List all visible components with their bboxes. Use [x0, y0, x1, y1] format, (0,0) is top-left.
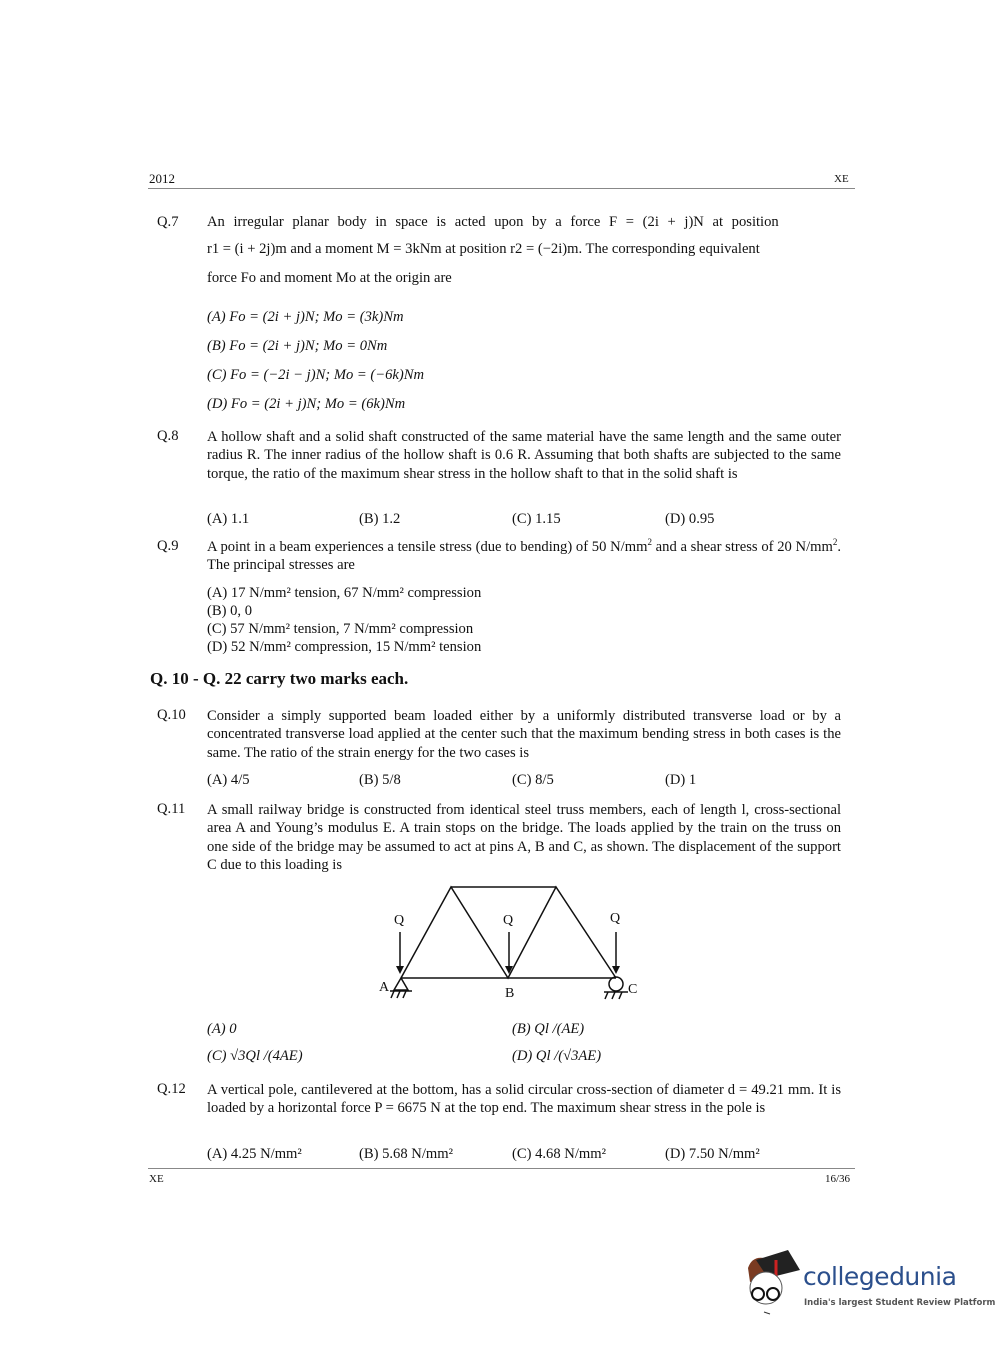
q7-line3: force Fo and moment Mo at the origin are [207, 270, 452, 286]
option: (A) 4.25 N/mm² [207, 1146, 302, 1162]
option: (B) Ql /(AE) [512, 1021, 585, 1037]
option: (C) √3Ql /(4AE) [207, 1048, 303, 1064]
option: (D) 7.50 N/mm² [665, 1146, 760, 1162]
footer-paper: XE [149, 1173, 164, 1185]
q7-line2: r1 = (i + 2j)m and a moment M = 3kNm at position r2 = (−2i)m. The corresponding equivalent [207, 241, 760, 257]
question-number: Q.11 [157, 801, 186, 817]
question-number: Q.7 [157, 214, 179, 230]
option: (B) 0, 0 [207, 603, 252, 619]
option: (B) 5/8 [359, 772, 401, 788]
option: (C) 4.68 N/mm² [512, 1146, 606, 1162]
question-text: A hollow shaft and a solid shaft constructed of the same material have the same length and the same outer radius R. The inner radius of the hollow shaft is 0.6 R. Assuming that both shafts are subjected to the same torque, the ratio of the maximum shear stress in the hollow shaft to that in the solid shaft is [207, 429, 841, 482]
question-number: Q.8 [157, 428, 179, 444]
roller-support-c [609, 977, 623, 991]
option: (C) 1.15 [512, 511, 561, 527]
question-number: Q.10 [157, 707, 186, 723]
arrow-heads [396, 966, 620, 974]
question-text: A point in a beam experiences a tensile stress (due to bending) of 50 $N/mm^2$ and a shear stress of 20 $N/mm^2$. The principal stresses are [207, 537, 842, 574]
header-year: 2012 [149, 171, 175, 186]
option: (C) 57 N/mm² tension, 7 N/mm² compression [207, 621, 474, 637]
logo-wordmark: collegedunia [803, 1262, 957, 1291]
option: (B) Fo = (2i + j)N; Mo = 0Nm [207, 338, 388, 354]
option: (A) 0 [207, 1021, 237, 1037]
option: (D) 0.95 [665, 511, 715, 527]
mascot-logo-icon [742, 1248, 804, 1318]
load-label: Q [394, 913, 405, 928]
load-arrows [400, 932, 616, 968]
load-label: Q [610, 911, 621, 926]
option: (D) Ql /(√3AE) [512, 1048, 602, 1064]
pin-support-a [394, 978, 408, 990]
pin-label-b: B [505, 986, 515, 1001]
option: (A) 1.1 [207, 511, 250, 527]
question-number: Q.9 [157, 538, 179, 554]
footer-divider [148, 1168, 855, 1169]
header-divider [148, 188, 855, 189]
header-paper: XE [834, 173, 849, 185]
option: (D) 52 N/mm² compression, 15 N/mm² tension [207, 639, 482, 655]
pin-label-c: C [628, 982, 638, 997]
q7-line1: An irregular planar body in space is acted upon by a force F = (2i + j)N at position [207, 214, 779, 230]
question-text: A vertical pole, cantilevered at the bottom, has a solid circular cross-section of diameter d = 49.21 mm. It is loaded by a horizontal force P = 6675 N at the top end. The maximum shear stress in the pole is [207, 1082, 841, 1117]
pin-label-a: A [379, 980, 390, 995]
option: (B) 5.68 N/mm² [359, 1146, 453, 1162]
logo-tagline: India's largest Student Review Platform [804, 1298, 996, 1308]
option: (C) 8/5 [512, 772, 554, 788]
option: (D) 1 [665, 772, 697, 788]
truss-diagram [370, 880, 650, 1010]
section-heading: Q. 10 - Q. 22 carry two marks each. [150, 669, 409, 688]
option: (A) 17 N/mm² tension, 67 N/mm² compression [207, 585, 482, 601]
option: (A) 4/5 [207, 772, 250, 788]
option: (C) Fo = (−2i − j)N; Mo = (−6k)Nm [207, 367, 425, 383]
footer-page: 16/36 [825, 1173, 851, 1185]
load-label: Q [503, 913, 514, 928]
option: (B) 1.2 [359, 511, 401, 527]
question-number: Q.12 [157, 1081, 186, 1097]
option: (A) Fo = (2i + j)N; Mo = (3k)Nm [207, 309, 404, 325]
question-text: Consider a simply supported beam loaded either by a uniformly distributed transverse load or by a concentrated transverse load applied at the center such that the maximum bending stress in both cases is the same. The ratio of the strain energy for the two cases is [207, 708, 841, 761]
option: (D) Fo = (2i + j)N; Mo = (6k)Nm [207, 396, 406, 412]
question-text: A small railway bridge is constructed from identical steel truss members, each of length l, cross-sectional area A and Young’s modulus E. A train stops on the bridge. The loads applied by the train on the truss on one side of the bridge may be assumed to act at pins A, B and C, as shown. The displacement of the support C due to this loading is [207, 802, 841, 873]
